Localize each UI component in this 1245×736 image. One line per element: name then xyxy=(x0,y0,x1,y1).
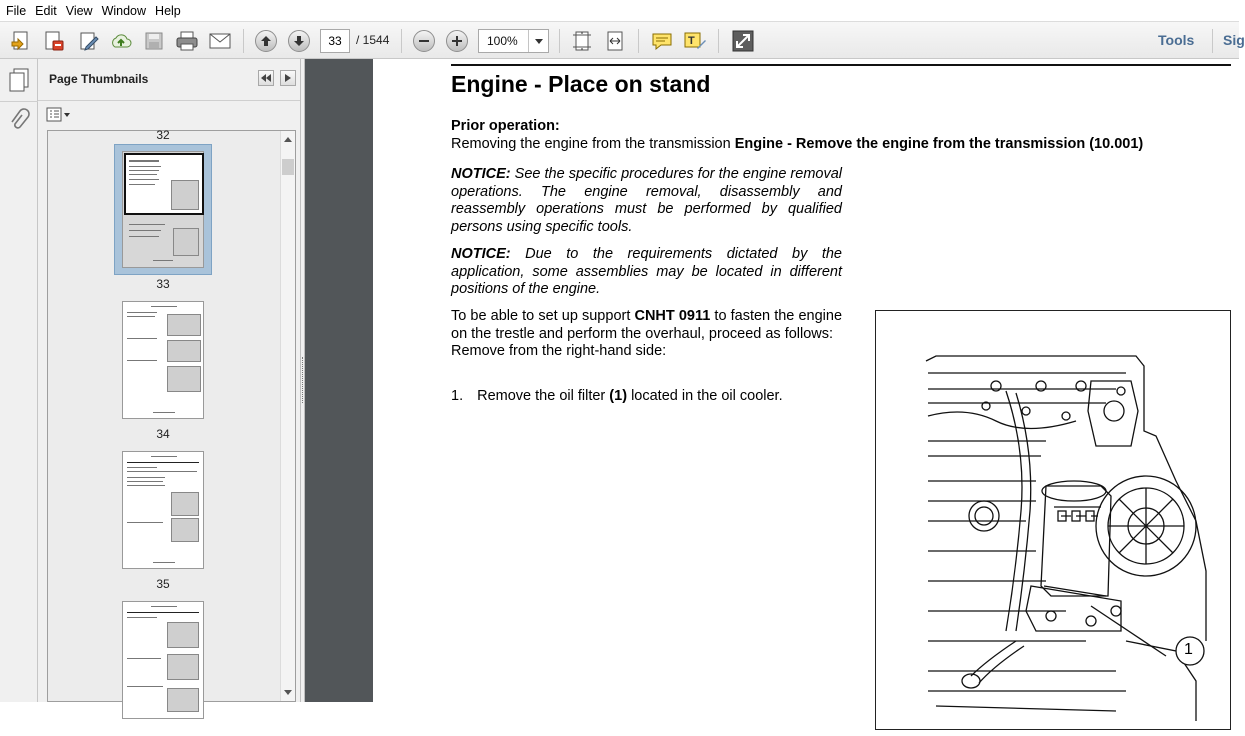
prior-text: Removing the engine from the transmission xyxy=(451,135,731,152)
paperclip-icon[interactable] xyxy=(8,109,30,135)
chevron-down-icon[interactable] xyxy=(528,30,548,52)
scrollbar-thumb[interactable] xyxy=(282,159,294,175)
scroll-down-arrow-icon[interactable] xyxy=(284,690,292,695)
step-reference: (1) xyxy=(609,388,628,404)
step-number: 1. xyxy=(451,388,464,404)
thumbnail-label: 35 xyxy=(156,577,170,591)
collapse-panel-button[interactable] xyxy=(258,70,274,86)
callout-label: 1 xyxy=(1184,641,1193,658)
step-item xyxy=(451,388,842,406)
navigation-rail xyxy=(0,59,38,702)
export-pdf-icon[interactable] xyxy=(41,28,67,54)
prior-operation-heading: Prior operation: xyxy=(451,118,560,134)
support-paragraph xyxy=(451,308,842,361)
support-text: To be able to set up support xyxy=(451,308,631,324)
svg-text:T: T xyxy=(688,35,695,47)
prior-operation-text xyxy=(451,136,1211,154)
thumbnail-page-35[interactable] xyxy=(122,451,204,569)
zoom-value: 100% xyxy=(487,34,518,48)
menu-help[interactable]: Help xyxy=(155,3,181,18)
thumbnail-label: 33 xyxy=(156,277,170,291)
panel-title: Page Thumbnails xyxy=(49,72,149,86)
document-page xyxy=(373,59,1243,719)
print-icon[interactable] xyxy=(174,28,200,54)
notice-paragraph xyxy=(451,246,842,299)
thumbnail-page-33[interactable] xyxy=(122,151,204,268)
expand-panel-button[interactable] xyxy=(280,70,296,86)
notice-label: NOTICE: xyxy=(451,166,511,182)
arrow-down-icon xyxy=(288,30,310,52)
page-thumbnails-icon[interactable] xyxy=(7,67,31,93)
fit-width-icon[interactable] xyxy=(602,28,628,54)
thumbnail-page-36[interactable] xyxy=(122,601,204,719)
expand-icon[interactable] xyxy=(730,28,756,54)
page-number-input[interactable] xyxy=(320,29,350,53)
thumbnail-page-34[interactable] xyxy=(122,301,204,419)
comment-icon[interactable] xyxy=(649,28,675,54)
thumbnail-label: 32 xyxy=(156,128,170,142)
menu-file[interactable]: File xyxy=(6,3,27,18)
document-viewer[interactable] xyxy=(305,59,1239,702)
menu-edit[interactable]: Edit xyxy=(35,3,57,18)
previous-page-button[interactable] xyxy=(253,28,279,54)
menu-view[interactable]: View xyxy=(65,3,93,18)
step-text-continued: located in the oil cooler. xyxy=(631,388,783,404)
thumbnail-list[interactable] xyxy=(47,130,296,702)
plus-icon xyxy=(446,30,468,52)
support-code: CNHT 0911 xyxy=(634,308,711,324)
engine-drawing xyxy=(876,311,1232,731)
thumbnails-panel xyxy=(38,59,300,702)
remove-from-text: Remove from the right-hand side: xyxy=(451,343,667,359)
toolbar xyxy=(0,21,1245,59)
notice-paragraph xyxy=(451,166,842,236)
scroll-up-arrow-icon[interactable] xyxy=(284,137,292,142)
prior-operation xyxy=(451,118,1211,153)
cloud-upload-icon[interactable] xyxy=(108,28,134,54)
thumbnail-scrollbar[interactable] xyxy=(280,131,295,701)
zoom-out-button[interactable] xyxy=(411,28,437,54)
create-pdf-icon[interactable] xyxy=(8,28,34,54)
zoom-select[interactable] xyxy=(478,29,549,53)
next-page-button[interactable] xyxy=(286,28,312,54)
notice-label: NOTICE: xyxy=(451,246,511,262)
notice-text: See the specific procedures for the engine removal operations. The engine removal, disassembly and reassembly operations must be performed by qualified persons using specific tools. xyxy=(451,166,842,235)
support-text-continued: to fasten the engine on the trestle and perform the overhaul, proceed as follows: xyxy=(451,308,843,342)
notice-text: Due to the requirements dictated by the application, some assemblies may be located in different positions of the engine. xyxy=(451,246,842,297)
page-title: Engine - Place on stand xyxy=(451,71,711,97)
highlight-text-icon[interactable] xyxy=(682,28,708,54)
arrow-up-icon xyxy=(255,30,277,52)
options-menu-icon[interactable] xyxy=(46,107,72,123)
prior-reference-link[interactable]: Engine - Remove the engine from the transmission (10.001) xyxy=(734,135,1144,152)
tools-button[interactable]: Tools xyxy=(1158,32,1195,48)
step-text: Remove the oil filter xyxy=(477,388,606,404)
thumbnail-label: 34 xyxy=(156,427,170,441)
menu-bar xyxy=(0,0,1239,21)
minus-icon xyxy=(413,30,435,52)
zoom-in-button[interactable] xyxy=(444,28,470,54)
save-icon[interactable] xyxy=(141,28,167,54)
email-icon[interactable] xyxy=(207,28,233,54)
engine-figure xyxy=(875,310,1231,730)
edit-pdf-icon[interactable] xyxy=(76,28,102,54)
fit-page-icon[interactable] xyxy=(569,28,595,54)
sign-button[interactable]: Sig xyxy=(1223,32,1245,48)
menu-window[interactable]: Window xyxy=(101,3,147,18)
page-total: / 1544 xyxy=(356,33,390,47)
